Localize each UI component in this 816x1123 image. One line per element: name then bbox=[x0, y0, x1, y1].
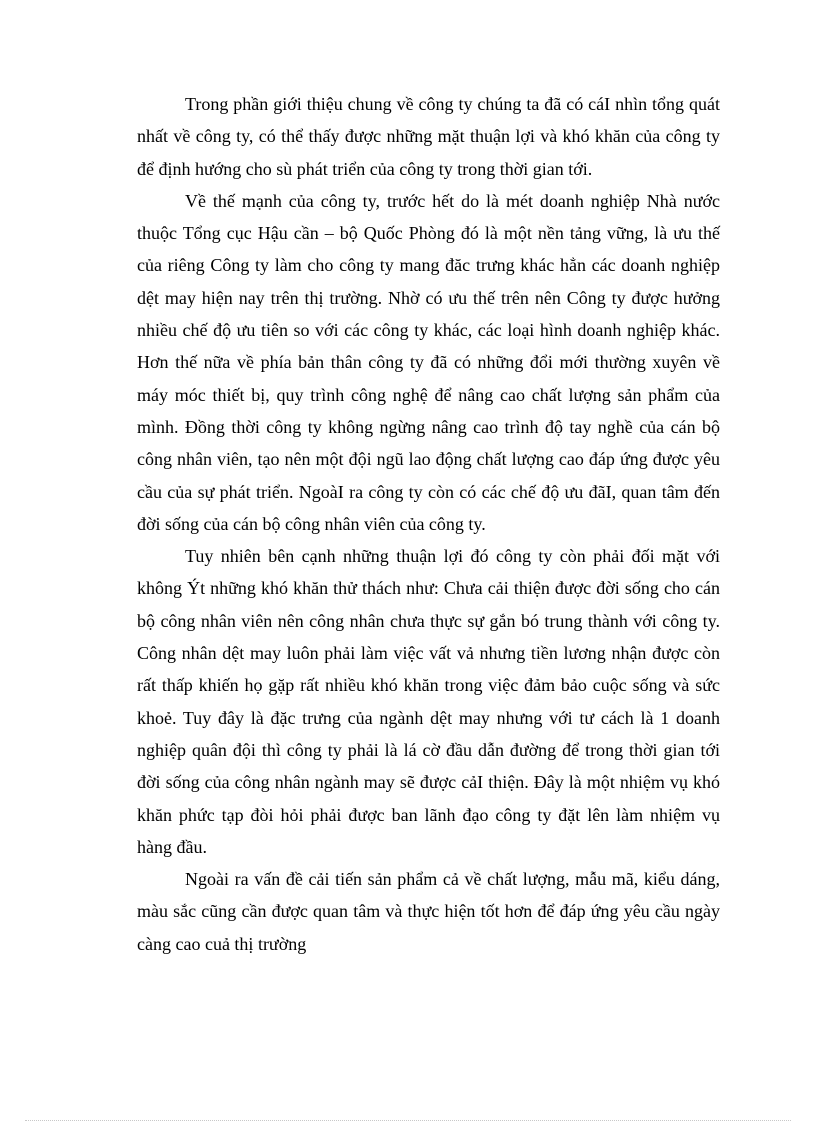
paragraph-product-improvement: Ngoài ra vấn đề cải tiến sản phẩm cả về chất lượng, mẫu mã, kiểu dáng, màu sắc cũng cần được quan tâm và thực hiện tốt hơn để đáp ứng yêu cầu ngày càng cao cuả thị trường bbox=[137, 869, 720, 954]
paragraph-difficulties: Tuy nhiên bên cạnh những thuận lợi đó công ty còn phải đối mặt với không Ýt những khó khăn thử thách như: Chưa cải thiện được đời sống cho cán bộ công nhân viên nên công nhân chưa thực sự gắn bó trung thành với công ty. Công nhân dệt may luôn phải làm việc vất vả nhưng tiền lương nhận được còn rất thấp khiến họ gặp rất nhiều khó khăn trong việc đảm bảo cuộc sống và sức khoẻ. Tuy đây là đặc trưng của ngành dệt may nhưng với tư cách là 1 doanh nghiệp quân đội thì công ty phải là lá cờ đầu dẫn đường để trong thời gian tới đời sống của công nhân ngành may sẽ được cảI thiện. Đây là một nhiệm vụ khó khăn phức tạp đòi hỏi phải được ban lãnh đạo công ty đặt lên làm nhiệm vụ hàng đầu. bbox=[137, 546, 720, 857]
paragraph-intro: Trong phần giới thiệu chung về công ty chúng ta đã có cáI nhìn tổng quát nhất về công ty, có thể thấy được những mặt thuận lợi và khó khăn của công ty để định hướng cho sù phát triển của công ty trong thời gian tới. bbox=[137, 94, 720, 179]
paragraph-strengths: Về thế mạnh của công ty, trước hết do là mét doanh nghiệp Nhà nước thuộc Tổng cục Hậu cần – bộ Quốc Phòng đó là một nền tảng vững, là ưu thế của riêng Công ty làm cho công ty mang đăc trưng khác hẳn các doanh nghiệp dệt may hiện nay trên thị trường. Nhờ có ưu thế trên nên Công ty được hưởng nhiều chế độ ưu tiên so với các công ty khác, các loại hình doanh nghiệp khác. Hơn thế nữa về phía bản thân công ty đã có những đổi mới thường xuyên về máy móc thiết bị, quy trình công nghệ để nâng cao chất lượng sản phẩm của mình. Đồng thời công ty không ngừng nâng cao trình độ tay nghề của cán bộ công nhân viên, tạo nên một đội ngũ lao động chất lượng cao đáp ứng được yêu cầu của sự phát triển. NgoàI ra công ty còn có các chế độ ưu đãI, quan tâm đến đời sống của cán bộ công nhân viên của công ty. bbox=[137, 190, 720, 534]
page-bottom-divider bbox=[25, 1120, 791, 1121]
document-body bbox=[137, 88, 720, 960]
